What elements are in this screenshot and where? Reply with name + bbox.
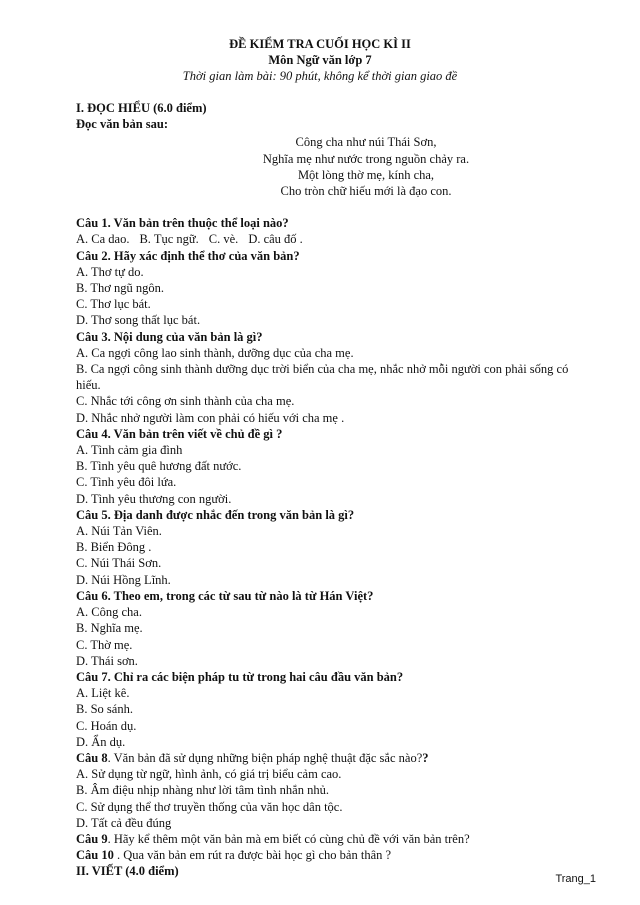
question-number: Câu 6 <box>76 588 108 603</box>
answer-option: C. Tình yêu đôi lứa. <box>76 475 177 490</box>
answer-options-row <box>76 231 596 247</box>
question-number: Câu 7 <box>76 669 108 684</box>
question-text: Nội dung của văn bản là gì? <box>113 329 263 344</box>
poem-line: Công cha như núi Thái Sơn, <box>295 135 437 150</box>
answer-option: A. Ca ngợi công lao sinh thành, dưỡng dục của cha mẹ. <box>76 345 354 360</box>
question-text: Văn bản trên thuộc thể loại nào? <box>113 216 289 231</box>
exam-title: ĐỀ KIỂM TRA CUỐI HỌC KÌ II <box>229 37 411 51</box>
question-number: Câu 5 <box>76 507 108 522</box>
answer-option: B. Thơ ngũ ngôn. <box>76 281 164 296</box>
question-number: Câu 2 <box>76 248 108 263</box>
question <box>76 329 596 345</box>
question-separator: . <box>107 329 114 344</box>
question-separator: . <box>113 848 124 863</box>
reading-instruction: Đọc văn bản sau: <box>76 117 169 132</box>
exam-subject: Môn Ngữ văn lớp 7 <box>268 53 372 67</box>
question-separator: . <box>107 426 114 441</box>
question-separator: . <box>107 831 114 846</box>
poem-line: Nghĩa mẹ như nước trong nguồn chảy ra. <box>262 151 470 166</box>
question-text: Văn bản đã sử dụng những biện pháp nghệ thuật đặc sắc nào? <box>113 750 423 765</box>
answer-option: D. Ẩn dụ. <box>76 734 126 749</box>
question-text: Văn bản trên viết về chủ đề gì ? <box>113 426 283 441</box>
poem <box>136 134 596 199</box>
answer-option: D. Nhắc nhở người làm con phải có hiếu với cha mẹ . <box>76 410 345 425</box>
question <box>76 847 596 863</box>
answer-option: C. Núi Thái Sơn. <box>76 556 162 571</box>
answer-option: D. Tất cả đều đúng <box>76 815 172 830</box>
question <box>76 215 596 231</box>
exam-time: Thời gian làm bài: 90 phút, không kể thời gian giao đề <box>182 69 458 83</box>
question-separator: . <box>107 216 114 231</box>
question-separator: . <box>107 507 114 522</box>
question-number: Câu 1 <box>76 216 108 231</box>
question-text: Theo em, trong các từ sau từ nào là từ Hán Việt? <box>113 588 374 603</box>
answer-option: C. Nhắc tới công ơn sinh thành của cha mẹ. <box>76 394 295 409</box>
answer-option: A. Ca dao. <box>76 232 130 247</box>
question-number: Câu 4 <box>76 426 108 441</box>
question <box>76 750 596 766</box>
answer-option: B. Ca ngợi công sinh thành dưỡng dục trời biển của cha mẹ, nhắc nhở mỗi người con phải sống có hiếu. <box>76 362 569 393</box>
question <box>76 831 596 847</box>
poem-line: Cho tròn chữ hiếu mới là đạo con. <box>280 184 452 199</box>
section-writing-heading: II. VIẾT (4.0 điểm) <box>76 864 179 879</box>
answer-option: B. Biển Đông . <box>76 540 152 555</box>
question-number: Câu 9 <box>76 831 108 846</box>
answer-option: C. Hoán dụ. <box>76 718 137 733</box>
answer-option: B. Nghĩa mẹ. <box>76 621 143 636</box>
answer-option: A. Công cha. <box>76 605 142 620</box>
answer-option: C. Thờ mẹ. <box>76 637 133 652</box>
question-text: Hãy kể thêm một văn bản mà em biết có cùng chủ đề với văn bản trên? <box>113 831 470 846</box>
question-text: Hãy xác định thể thơ của văn bản? <box>113 248 300 263</box>
question-text: Qua văn bản em rút ra được bài học gì cho bản thân ? <box>123 848 392 863</box>
question-separator: . <box>107 248 114 263</box>
answer-option: A. Núi Tản Viên. <box>76 524 162 539</box>
answer-option: D. câu đố . <box>248 232 303 247</box>
page-number: Trang_1 <box>555 873 596 885</box>
poem-line: Một lòng thờ mẹ, kính cha, <box>297 167 435 182</box>
answer-option: B. Âm điệu nhịp nhàng như lời tâm tình nhắn nhủ. <box>76 783 329 798</box>
answer-option: D. Thái sơn. <box>76 653 138 668</box>
answer-option: A. Liệt kê. <box>76 686 130 701</box>
question-separator: . <box>107 669 114 684</box>
answer-option: A. Sử dụng từ ngữ, hình ảnh, có giá trị biểu cảm cao. <box>76 767 342 782</box>
question <box>76 248 596 264</box>
question <box>76 669 596 685</box>
question-separator: . <box>107 750 114 765</box>
answer-option: C. Sử dụng thể thơ truyền thống của văn học dân tộc. <box>76 799 343 814</box>
question-list <box>76 215 596 863</box>
exam-body <box>76 100 596 880</box>
answer-option: B. Tình yêu quê hương đất nước. <box>76 459 242 474</box>
answer-option: C. Thơ lục bát. <box>76 297 151 312</box>
question-number: Câu 3 <box>76 329 108 344</box>
question <box>76 426 596 442</box>
question-suffix: ? <box>422 750 429 765</box>
question-text: Chỉ ra các biện pháp tu từ trong hai câu đầu văn bản? <box>113 669 404 684</box>
answer-option: C. vè. <box>208 232 239 247</box>
question-number: Câu 10 <box>76 848 114 863</box>
question-separator: . <box>107 588 114 603</box>
answer-option: D. Tình yêu thương con người. <box>76 491 232 506</box>
question <box>76 507 596 523</box>
answer-option: B. Tục ngữ. <box>139 232 199 247</box>
question <box>76 588 596 604</box>
answer-option: A. Thơ tự do. <box>76 264 144 279</box>
section-reading-heading: I. ĐỌC HIỂU (6.0 điểm) <box>76 101 207 115</box>
answer-option: A. Tình cảm gia đình <box>76 443 183 458</box>
answer-option: D. Núi Hồng Lĩnh. <box>76 572 171 587</box>
question-number: Câu 8 <box>76 750 108 765</box>
answer-option: D. Thơ song thất lục bát. <box>76 313 201 328</box>
answer-option: B. So sánh. <box>76 702 133 717</box>
question-text: Địa danh được nhắc đến trong văn bản là gì? <box>113 507 355 522</box>
exam-header <box>0 36 640 84</box>
